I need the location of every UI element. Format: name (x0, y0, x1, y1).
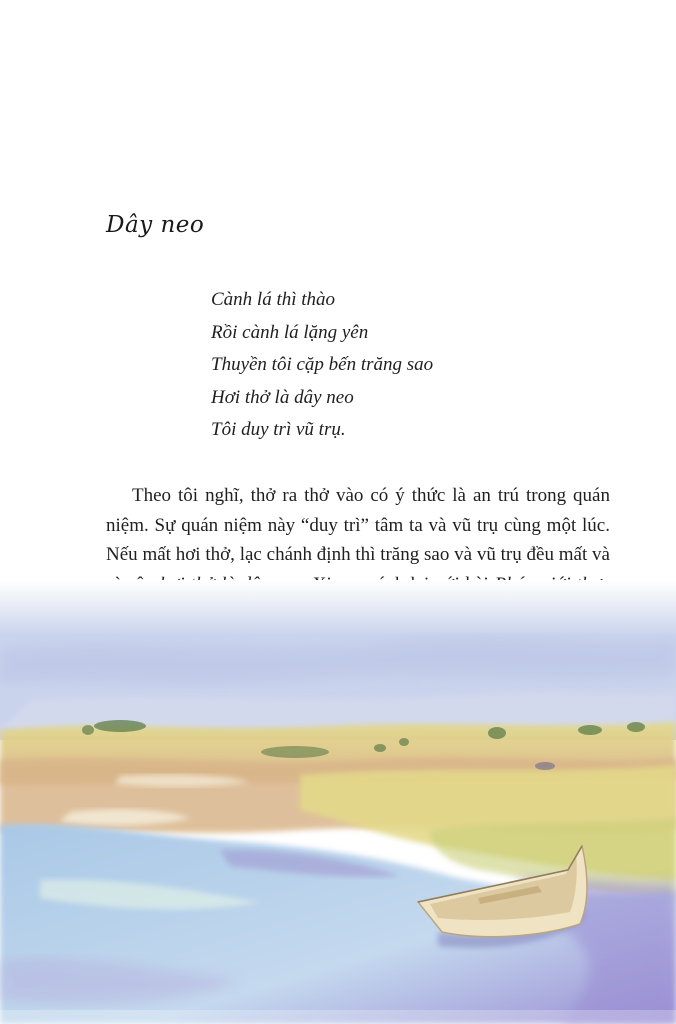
poem-stanza (211, 284, 433, 447)
poem-line: Tôi duy trì vũ trụ. (211, 419, 346, 440)
shrub (82, 725, 94, 735)
watercolor-svg (0, 580, 676, 1024)
shrub (535, 762, 555, 770)
commentary-text: Theo tôi nghĩ, thở ra thở vào có ý thức là an trú trong quán niệm. Sự quán niệm này “duy trì” tâm ta và vũ trụ cùng một lúc. Nếu mất hơi thở, lạc chánh định thì trăng sao và vũ trụ đều mất và (106, 485, 610, 565)
paper-edge (0, 1010, 676, 1024)
poem-line: Cành lá thì thào (211, 289, 336, 310)
shrub (399, 738, 409, 746)
shrub (627, 722, 645, 732)
shrub (374, 744, 386, 752)
poem-line: Hơi thở là dây neo (211, 386, 354, 408)
shrub (578, 725, 602, 735)
shrub (94, 720, 146, 732)
shrub (261, 746, 329, 758)
poem-line: Rồi cành lá lặng yên (211, 321, 369, 343)
poem-line: Thuyền tôi cặp bến trăng sao (211, 354, 434, 375)
shrub (488, 727, 506, 739)
watercolor-illustration (0, 580, 676, 1024)
poem-title: Dây neo (106, 212, 205, 238)
